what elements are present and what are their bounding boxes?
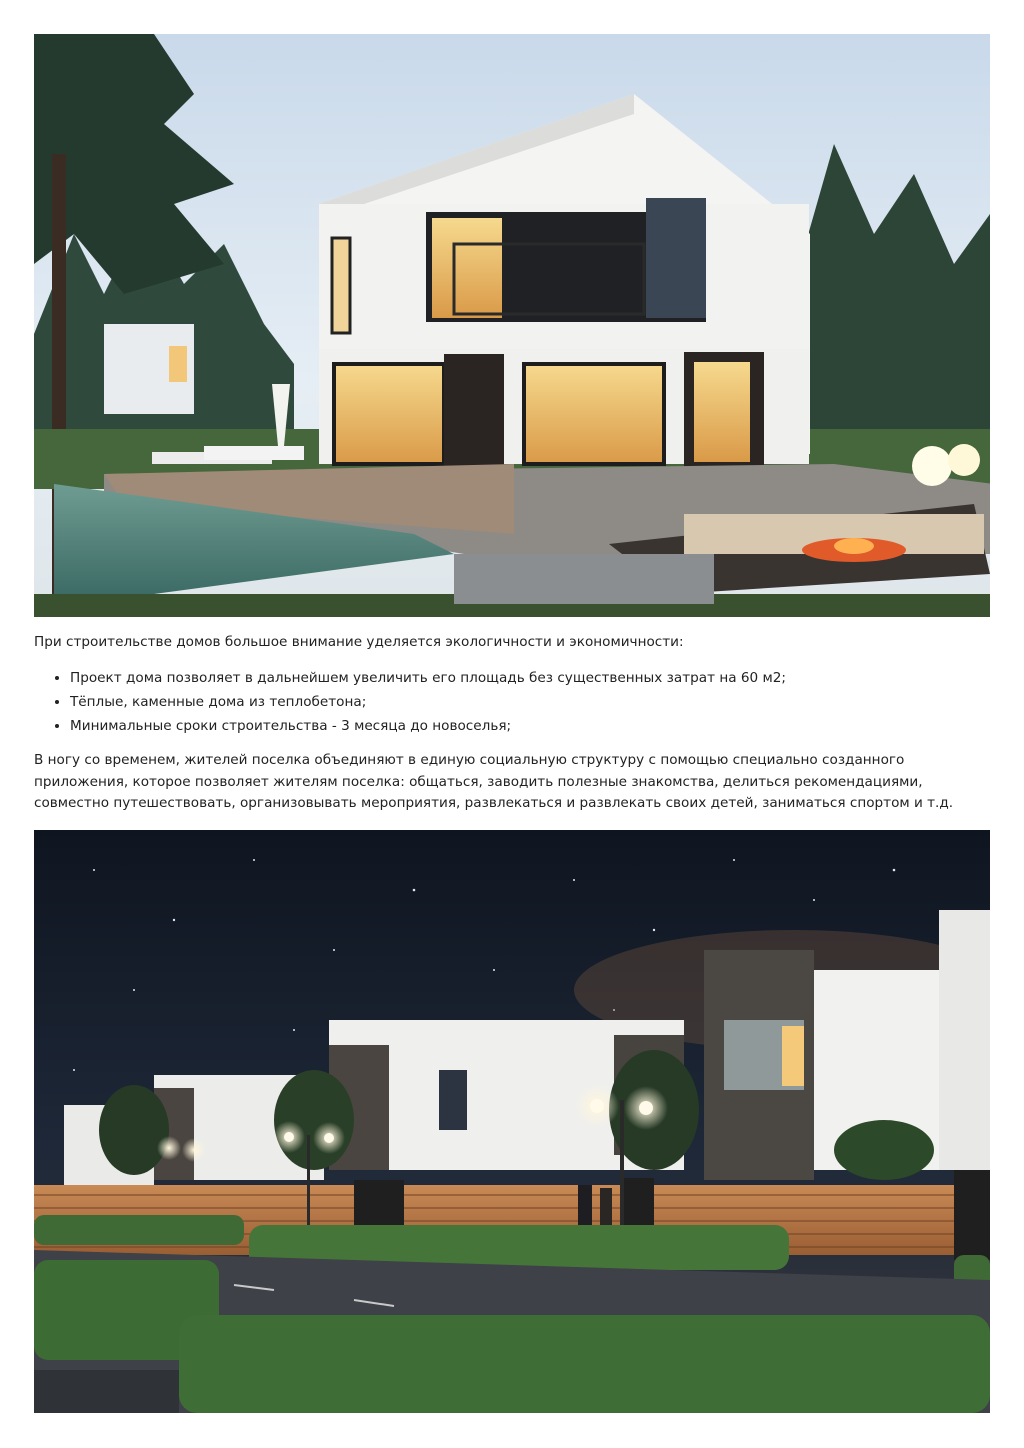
document-page [34,34,990,815]
feature-item: • Тёплые, каменные дома из теплобетона; [70,690,990,714]
house-dusk-photo [34,34,990,617]
community-paragraph: В ногу со временем, жителей поселка объединяют в единую социальную структуру с помощью специально созданного приложения, которое позволяет жителям поселка: общаться, заводить полезные знакомства, делиться рекомендациями, совместно путешествовать, организовывать мероприятия, развлекаться и развлекать своих детей, заниматься спортом и т.д. [34,752,954,811]
night-photo-container [34,830,990,1413]
features-list [34,666,990,738]
feature-item: • Минимальные сроки строительства - 3 месяца до новоселья; [70,714,990,738]
intro-text: При строительстве домов большое внимание уделяется экологичности и экономичности: [34,634,684,650]
feature-item: • Проект дома позволяет в дальнейшем увеличить его площадь без существенных затрат на 60 м2; [70,666,990,690]
street-night-photo [34,830,990,1413]
